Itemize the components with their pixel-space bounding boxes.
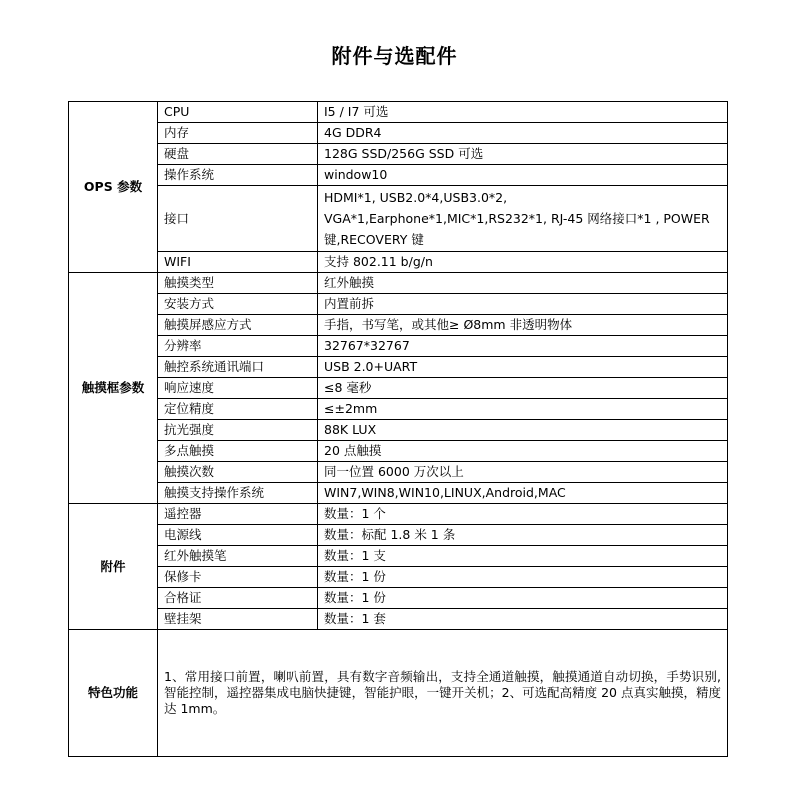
row-value: HDMI*1, USB2.0*4,USB3.0*2, VGA*1,Earphone*1,MIC*1,RS232*1, RJ-45 网络接口*1 , POWER 键,RECOVERY 键	[318, 186, 728, 252]
row-label: 触摸屏感应方式	[158, 315, 318, 336]
row-value: ≤8 毫秒	[318, 378, 728, 399]
row-label: 触摸支持操作系统	[158, 483, 318, 504]
row-value: 数量：标配 1.8 米 1 条	[318, 525, 728, 546]
table-row	[69, 504, 728, 525]
spec-table	[68, 101, 728, 757]
row-label: 保修卡	[158, 567, 318, 588]
table-row	[69, 252, 728, 273]
table-row	[69, 336, 728, 357]
table-row	[69, 378, 728, 399]
table-row	[69, 420, 728, 441]
row-label: 接口	[158, 186, 318, 252]
row-label: 安装方式	[158, 294, 318, 315]
row-label: 触摸类型	[158, 273, 318, 294]
row-value: 4G DDR4	[318, 123, 728, 144]
section-header-touch: 触摸框参数	[69, 273, 158, 504]
table-row	[69, 546, 728, 567]
row-label: 电源线	[158, 525, 318, 546]
feature-description: 1、常用接口前置，喇叭前置，具有数字音频输出，支持全通道触摸，触摸通道自动切换，手势识别,智能控制，遥控器集成电脑快捷键，智能护眼，一键开关机；2、可选配高精度 20 点真实触摸，精度达 1mm。	[158, 630, 728, 757]
row-value: WIN7,WIN8,WIN10,LINUX,Android,MAC	[318, 483, 728, 504]
row-value: 红外触摸	[318, 273, 728, 294]
table-row	[69, 567, 728, 588]
section-header-features: 特色功能	[69, 630, 158, 757]
row-label: 硬盘	[158, 144, 318, 165]
row-value: I5 / I7 可选	[318, 102, 728, 123]
row-value: 同一位置 6000 万次以上	[318, 462, 728, 483]
section-header-ops: OPS 参数	[69, 102, 158, 273]
table-row	[69, 294, 728, 315]
row-value: 20 点触摸	[318, 441, 728, 462]
table-row	[69, 123, 728, 144]
table-row	[69, 609, 728, 630]
table-row	[69, 186, 728, 252]
table-row	[69, 483, 728, 504]
table-row	[69, 399, 728, 420]
row-value: 手指，书写笔，或其他≥ Ø8mm 非透明物体	[318, 315, 728, 336]
row-label: 分辨率	[158, 336, 318, 357]
table-row	[69, 525, 728, 546]
table-row	[69, 441, 728, 462]
row-label: CPU	[158, 102, 318, 123]
row-value: USB 2.0+UART	[318, 357, 728, 378]
row-value: 128G SSD/256G SSD 可选	[318, 144, 728, 165]
row-label: 合格证	[158, 588, 318, 609]
row-value: 32767*32767	[318, 336, 728, 357]
row-value: ≤±2mm	[318, 399, 728, 420]
table-row	[69, 630, 728, 757]
row-label: 内存	[158, 123, 318, 144]
row-label: 触控系统通讯端口	[158, 357, 318, 378]
table-row	[69, 102, 728, 123]
table-row	[69, 588, 728, 609]
row-value: 数量：1 个	[318, 504, 728, 525]
row-label: 响应速度	[158, 378, 318, 399]
row-value: window10	[318, 165, 728, 186]
row-label: 遥控器	[158, 504, 318, 525]
row-value: 88K LUX	[318, 420, 728, 441]
table-row	[69, 273, 728, 294]
row-label: 壁挂架	[158, 609, 318, 630]
document-title: 附件与选配件	[331, 44, 458, 68]
table-row	[69, 315, 728, 336]
table-row	[69, 462, 728, 483]
row-value: 支持 802.11 b/g/n	[318, 252, 728, 273]
row-label: WIFI	[158, 252, 318, 273]
table-row	[69, 144, 728, 165]
table-row	[69, 357, 728, 378]
row-label: 触摸次数	[158, 462, 318, 483]
section-header-accessories: 附件	[69, 504, 158, 630]
row-label: 红外触摸笔	[158, 546, 318, 567]
row-label: 抗光强度	[158, 420, 318, 441]
row-label: 定位精度	[158, 399, 318, 420]
table-row	[69, 165, 728, 186]
row-value: 数量：1 套	[318, 609, 728, 630]
row-value: 数量：1 支	[318, 546, 728, 567]
row-value: 内置前拆	[318, 294, 728, 315]
row-label: 操作系统	[158, 165, 318, 186]
row-value: 数量：1 份	[318, 567, 728, 588]
row-value: 数量：1 份	[318, 588, 728, 609]
row-label: 多点触摸	[158, 441, 318, 462]
